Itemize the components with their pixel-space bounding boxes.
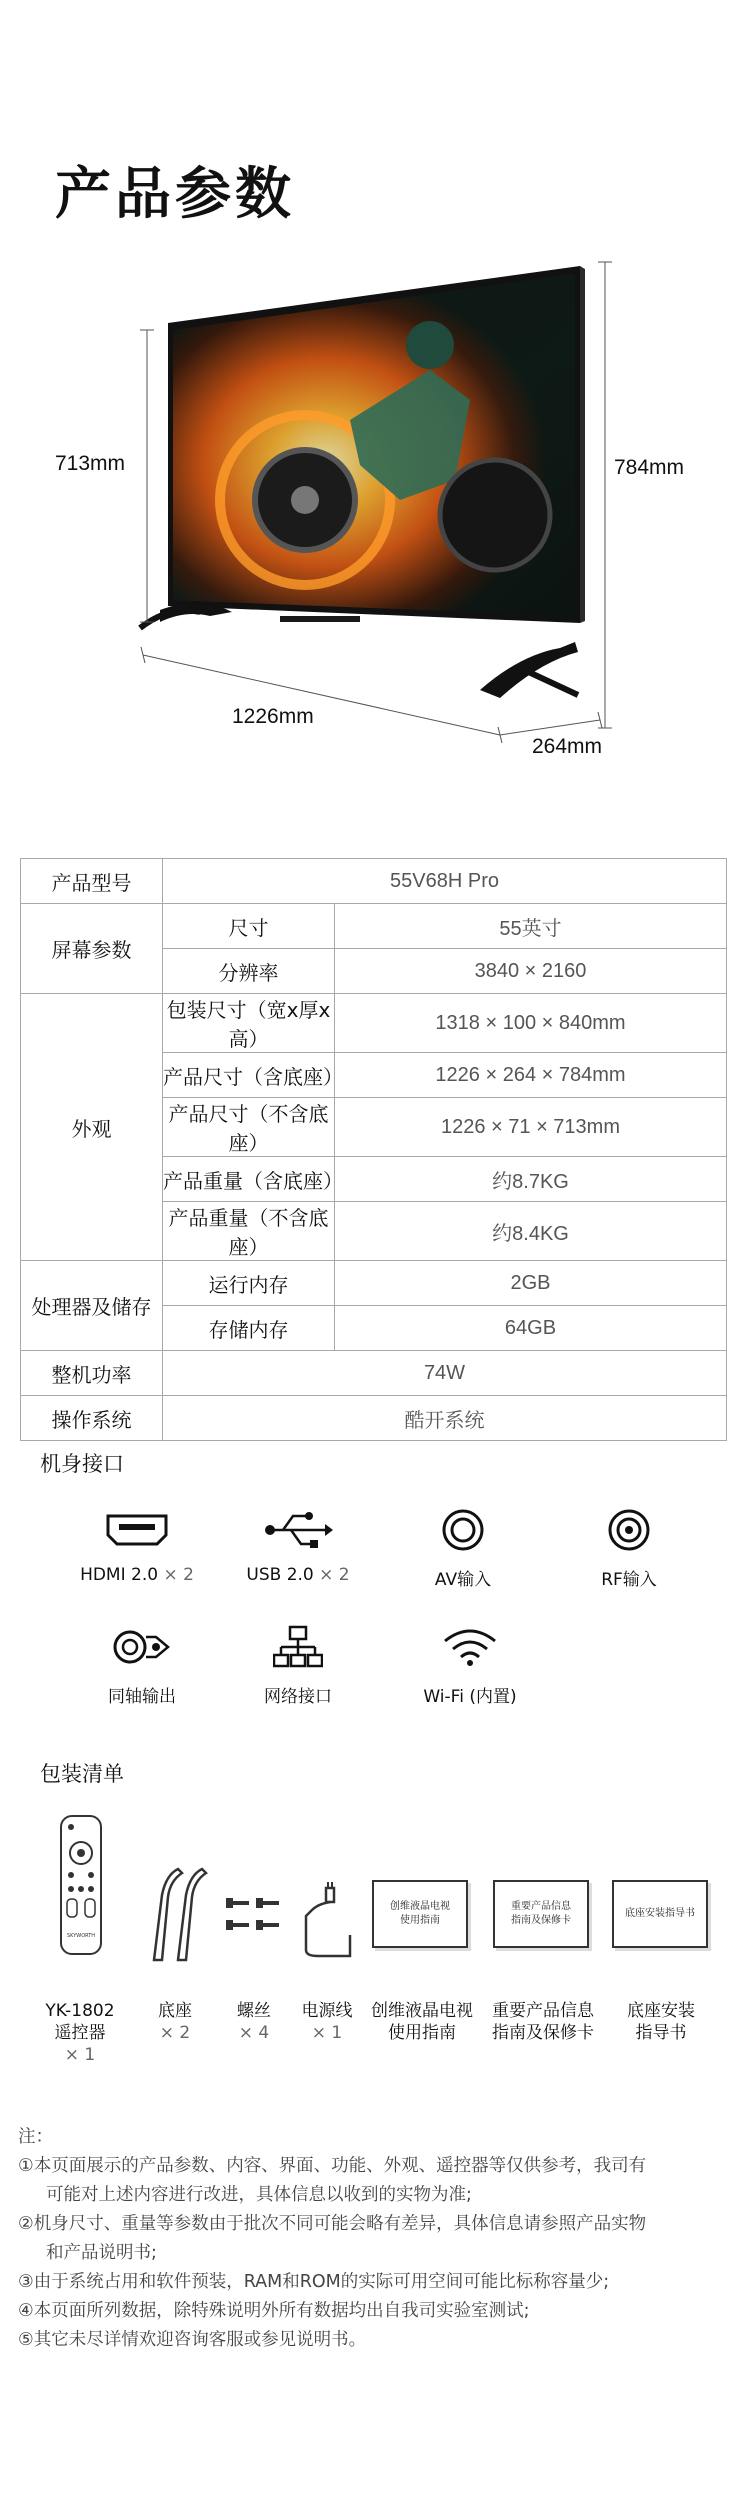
pack-name: YK-1802 <box>45 2001 115 2021</box>
pack-name: 底座安装 <box>627 2001 695 2021</box>
size-with-stand-value: 1226 × 264 × 784mm <box>335 1053 727 1098</box>
screw-illustration <box>224 1895 284 1935</box>
ports-section-title: 机身接口 <box>40 1452 124 1476</box>
usb-icon <box>228 1505 368 1555</box>
table-row <box>21 994 727 1053</box>
total-height-label: 784mm <box>614 456 685 479</box>
notes-section <box>18 2123 733 2355</box>
size-label: 尺寸 <box>163 904 335 949</box>
notes-heading: 注： <box>18 2127 53 2147</box>
note-line: ③由于系统占用和软件预装，RAM和ROM的实际可用空间可能比标称容量少; <box>18 2272 610 2292</box>
port-label: USB 2.0 <box>246 1565 314 1585</box>
pack-name: 螺丝 <box>237 2001 271 2021</box>
width-label: 1226mm <box>232 705 314 728</box>
power-label: 整机功率 <box>21 1351 163 1396</box>
warranty-card <box>493 1880 589 1948</box>
size-with-stand-label: 产品尺寸（含底座） <box>163 1053 335 1098</box>
port-label: 网络接口 <box>264 1687 332 1707</box>
pack-name: 创维液晶电视 <box>371 2001 473 2021</box>
tv-dimension-figure <box>0 250 750 770</box>
pack-count: × 2 <box>159 2023 191 2043</box>
appearance-label: 外观 <box>21 994 163 1261</box>
port-label: RF输入 <box>601 1570 657 1590</box>
screen-height-label: 713mm <box>55 452 126 475</box>
ram-label: 运行内存 <box>163 1261 335 1306</box>
power-value: 74W <box>163 1351 727 1396</box>
wifi-icon <box>400 1622 540 1672</box>
spec-table <box>20 858 727 1441</box>
note-line: ①本页面展示的产品参数、内容、界面、功能、外观、遥控器等仅供参考，我司有 <box>18 2156 647 2176</box>
package-item-warranty <box>483 2000 603 2044</box>
av-icon <box>393 1505 533 1555</box>
port-av <box>393 1505 533 1590</box>
rom-label: 存储内存 <box>163 1306 335 1351</box>
power-cable-illustration <box>298 1880 358 1960</box>
card-line: 底座安装指导书 <box>625 1908 695 1919</box>
remote-brand-mark: SKYWORTH <box>66 1933 96 1939</box>
port-count: × 2 <box>319 1565 350 1585</box>
table-row <box>21 904 727 949</box>
port-count: × 2 <box>163 1565 194 1585</box>
size-no-stand-label: 产品尺寸（不含底座） <box>163 1098 335 1157</box>
note-line: ④本页面所列数据，除特殊说明外所有数据均出自我司实验室测试; <box>18 2301 530 2321</box>
port-label: Wi-Fi (内置) <box>423 1687 517 1707</box>
page-title: 产品参数 <box>55 162 295 227</box>
pack-name: 底座 <box>158 2001 192 2021</box>
port-wifi <box>400 1622 540 1707</box>
package-item-remote <box>30 2000 130 2066</box>
card-line: 指南及保修卡 <box>511 1915 571 1926</box>
hdmi-icon <box>67 1505 207 1555</box>
port-coaxial <box>72 1622 212 1707</box>
size-no-stand-value: 1226 × 71 × 713mm <box>335 1098 727 1157</box>
weight-with-stand-label: 产品重量（含底座） <box>163 1157 335 1202</box>
table-row <box>21 859 727 904</box>
pack-count: × 4 <box>238 2023 270 2043</box>
package-size-value: 1318 × 100 × 840mm <box>335 994 727 1053</box>
weight-no-stand-label: 产品重量（不含底座） <box>163 1202 335 1261</box>
resolution-value: 3840 × 2160 <box>335 949 727 994</box>
port-hdmi <box>67 1505 207 1585</box>
pack-desc: 使用指南 <box>388 2023 456 2043</box>
remote-illustration <box>60 1815 102 1955</box>
resolution-label: 分辨率 <box>163 949 335 994</box>
ram-value: 2GB <box>335 1261 727 1306</box>
weight-no-stand-value: 约8.4KG <box>335 1202 727 1261</box>
port-network <box>228 1622 368 1707</box>
package-size-label: 包装尺寸（宽x厚x高） <box>163 994 335 1053</box>
os-label: 操作系统 <box>21 1396 163 1441</box>
table-row <box>21 1261 727 1306</box>
package-item-stand <box>135 2000 215 2044</box>
port-label: 同轴输出 <box>108 1687 176 1707</box>
stand-illustration <box>140 1865 210 1965</box>
pack-desc: 指南及保修卡 <box>492 2023 594 2043</box>
package-section-title: 包装清单 <box>40 1762 124 1786</box>
package-item-cable <box>287 2000 367 2044</box>
port-label: HDMI 2.0 <box>80 1565 159 1585</box>
tv-illustration <box>0 250 750 770</box>
port-rf <box>559 1505 699 1590</box>
card-line: 使用指南 <box>400 1915 440 1926</box>
size-value: 55英寸 <box>335 904 727 949</box>
pack-name: 重要产品信息 <box>492 2001 594 2021</box>
model-value: 55V68H Pro <box>163 859 727 904</box>
user-guide-card <box>372 1880 468 1948</box>
model-label: 产品型号 <box>21 859 163 904</box>
coaxial-icon <box>72 1622 212 1672</box>
port-label: AV输入 <box>434 1570 492 1590</box>
note-line: 和产品说明书; <box>46 2243 157 2263</box>
rom-value: 64GB <box>335 1306 727 1351</box>
pack-desc: 指导书 <box>635 2023 687 2043</box>
depth-label: 264mm <box>532 735 603 758</box>
pack-count: × 1 <box>311 2023 343 2043</box>
note-line: 可能对上述内容进行改进，具体信息以收到的实物为准; <box>46 2185 472 2205</box>
note-line: ②机身尺寸、重量等参数由于批次不同可能会略有差异，具体信息请参照产品实物 <box>18 2214 647 2234</box>
pack-desc: 遥控器 <box>54 2023 106 2043</box>
card-line: 创维液晶电视 <box>390 1901 450 1912</box>
port-usb <box>228 1505 368 1585</box>
weight-with-stand-value: 约8.7KG <box>335 1157 727 1202</box>
install-guide-card <box>612 1880 708 1948</box>
os-value: 酷开系统 <box>163 1396 727 1441</box>
card-line: 重要产品信息 <box>511 1901 571 1912</box>
pack-count: × 1 <box>64 2045 96 2065</box>
network-icon <box>228 1622 368 1672</box>
pack-name: 电源线 <box>301 2001 353 2021</box>
processor-storage-label: 处理器及储存 <box>21 1261 163 1351</box>
package-item-user-guide <box>362 2000 482 2044</box>
package-item-screw <box>214 2000 294 2044</box>
table-row <box>21 1351 727 1396</box>
table-row <box>21 1396 727 1441</box>
rf-icon <box>559 1505 699 1555</box>
package-item-install-guide <box>606 2000 716 2044</box>
screen-params-label: 屏幕参数 <box>21 904 163 994</box>
note-line: ⑤其它未尽详情欢迎咨询客服或参见说明书。 <box>18 2330 367 2350</box>
